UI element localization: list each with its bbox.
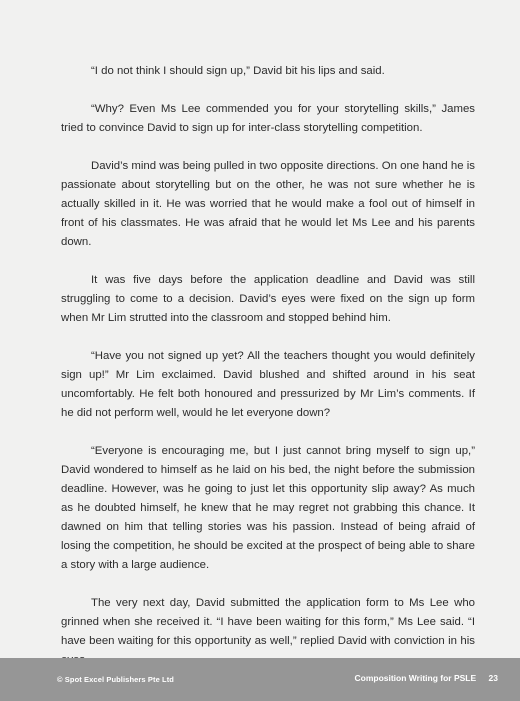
story-paragraph: “Have you not signed up yet? All the teachers thought you would definitely sign up!” Mr Lim exclaimed. David blushed and shifted around in his seat uncomfortably. He felt both honoured and pressurized by Mr Lim’s comments. If he did not perform well, would he let everyone down?	[61, 350, 475, 419]
story-paragraph: The very next day, David submitted the application form to Ms Lee who grinned when she received it. “I have been waiting for this form,” Ms Lee said. “I have been waiting for this opportunity as well,” replied David with conviction in his	[61, 597, 475, 647]
story-paragraph: It was five days before the application deadline and David was still struggling to come to a decision. David’s eyes were fixed on the sign up form when Mr Lim strutted into the classroom and stopped behind him.	[61, 274, 475, 324]
copyright-notice: © Spot Excel Publishers Pte Ltd	[57, 675, 174, 684]
story-text	[61, 62, 475, 689]
story-paragraph: “I do not think I should sign up,” David bit his lips and said.	[91, 65, 385, 77]
story-paragraph: “Everyone is encouraging me, but I just cannot bring myself to sign up,” David wondered to himself as he laid on his bed, the night before the submission deadline. However, was he going to just let this opportunity slip away? As much as he doubted himself, he knew that he may regret not grabbing this chance. It dawned on him that telling stories was his passion. Instead of being afraid of losing the competition, he should be excited at the prospect of being able to share a story with a large audience.	[61, 445, 475, 571]
book-title: Composition Writing for PSLE	[354, 673, 477, 683]
story-paragraph: David’s mind was being pulled in two opposite directions. On one hand he is passionate about storytelling but on the other, he was not sure whether he is actually skilled in it. He was worried that he would make a fool out of himself in front of his classmates. He was afraid that he would let Ms Lee and his parents down.	[61, 160, 475, 248]
page-footer	[0, 658, 520, 701]
page-number: 23	[488, 673, 498, 683]
story-paragraph: “Why? Even Ms Lee commended you for your storytelling skills,” James tried to convince David to sign up for inter-class storytelling competition.	[61, 103, 475, 134]
footer-right	[354, 673, 498, 683]
